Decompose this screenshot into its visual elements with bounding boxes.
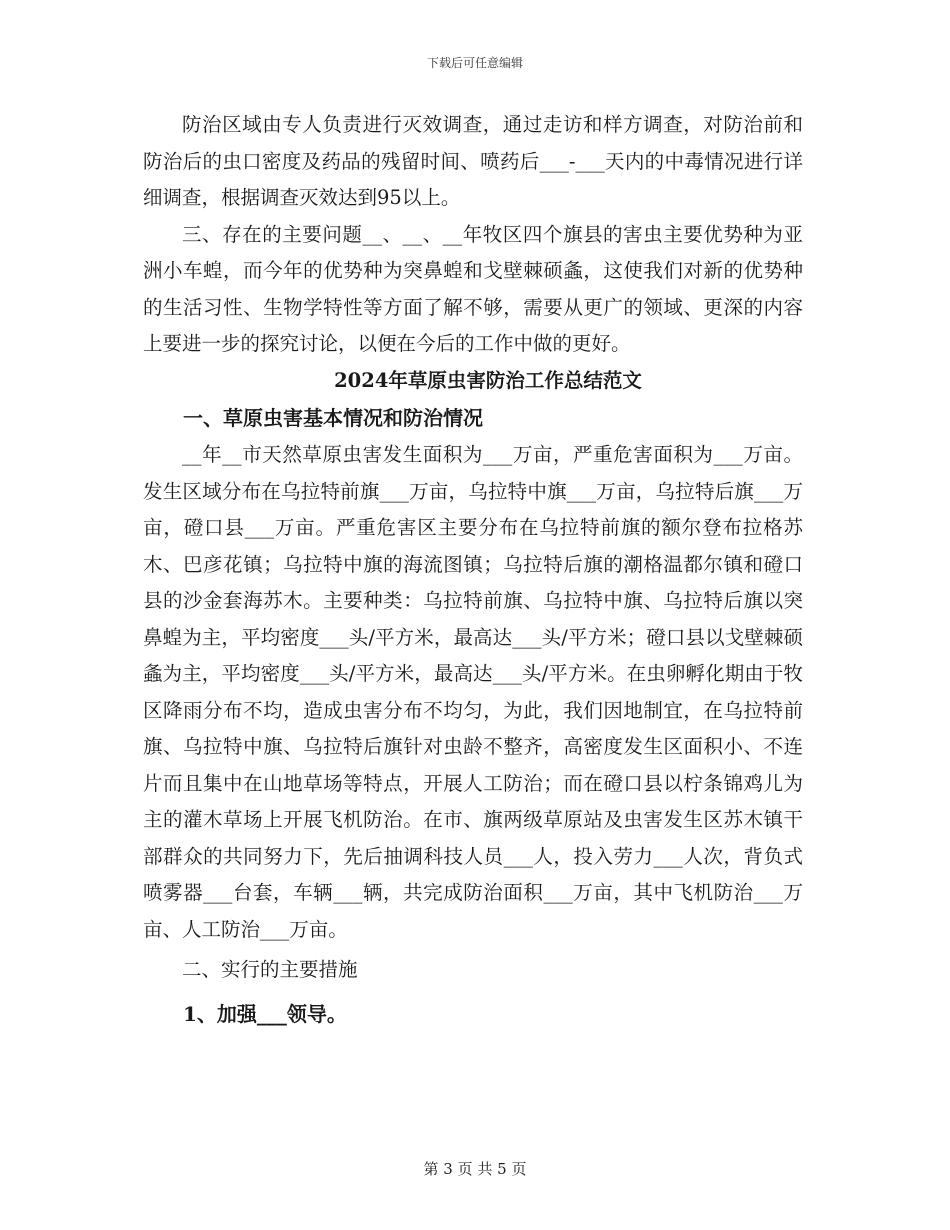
document-body [143,107,803,1033]
page-footer: 第 3 页 共 5 页 [423,1160,527,1178]
paragraph-basic-situation: __年__市天然草原虫害发生面积为___万亩，严重危害面积为___万亩。发生区域分布在乌拉特前旗___万亩，乌拉特中旗___万亩，乌拉特后旗___万亩，磴口县___万亩。严重危害区主要分布在乌拉特前旗的额尔登布拉格苏木、巴彦花镇；乌拉特中旗的海流图镇；乌拉特后旗的潮格温都尔镇和磴口县的沙金套海苏木。主要种类：乌拉特前旗、乌拉特中旗、乌拉特后旗以突鼻蝗为主，平均密度___头/平方米，最高达___头/平方米；磴口县以戈壁棘硕螽为主，平均密度___头/平方米，最高达___头/平方米。在虫卵孵化期由于牧区降雨分布不均，造成虫害分布不均匀，为此，我们因地制宜，在乌拉特前旗、乌拉特中旗、乌拉特后旗针对虫龄不整齐，高密度发生区面积小、不连片而且集中在山地草场等特点，开展人工防治；而在磴口县以柠条锦鸡儿为主的灌木草场上开展飞机防治。在市、旗两级草原站及虫害发生区苏木镇干部群众的共同努力下，先后抽调科技人员___人，投入劳力___人次，背负式喷雾器___台套，车辆___辆，共完成防治面积___万亩，其中飞机防治___万亩、人工防治___万亩。 [143,443,803,941]
paragraph-main-measures: 二、实行的主要措施 [182,958,358,981]
document-title: 2024年草原虫害防治工作总结范文 [334,368,642,392]
paragraph-problems: 三、存在的主要问题__、__、__年牧区四个旗县的害虫主要优势种为亚洲小车蝗，而今年的优势种为突鼻蝗和戈壁棘硕螽，这使我们对新的优势种的生活习性、生物学特性等方面了解不够，需要从更广的领域、更深的内容上要进一步的探究讨论，以便在今后的工作中做的更好。 [143,222,803,355]
subheading-strengthen-leadership: 1、加强___领导。 [183,1001,347,1026]
page-header: 下载后可任意编辑 [426,56,523,70]
section-heading-basic-situation: 一、草原虫害基本情况和防治情况 [183,406,483,430]
paragraph-survey: 防治区域由专人负责进行灭效调查，通过走访和样方调查，对防治前和防治后的虫口密度及药品的残留时间、喷药后___-___天内的中毒情况进行详细调查，根据调查灭效达到95以上。 [143,113,803,209]
